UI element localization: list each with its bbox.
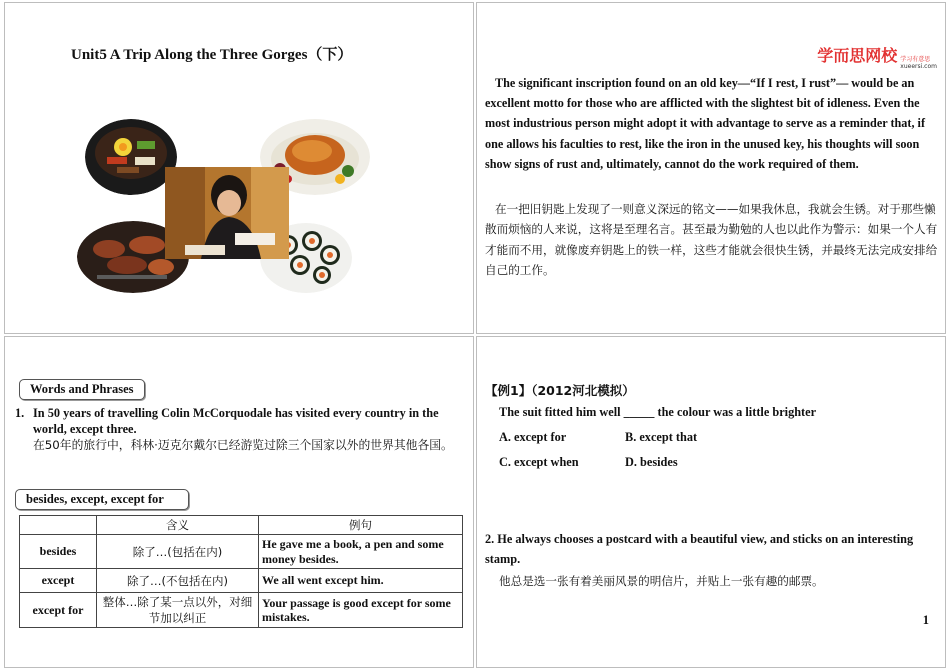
example-item-1: 1. In 50 years of travelling Colin McCorquodale has visited every country in the world, except three. 在50年的旅行中，科林·迈克尔戴尔已经游览过除三个国家以外的世界其他各国。 bbox=[15, 405, 460, 454]
table-header: 含义 bbox=[97, 516, 259, 535]
exercise-panel bbox=[476, 336, 946, 668]
table-header-row bbox=[20, 516, 463, 535]
table-cell-example: He gave me a book, a pen and some money besides. bbox=[259, 535, 463, 569]
brand-logo bbox=[817, 43, 937, 70]
example-1-english: In 50 years of travelling Colin McCorquodale has visited every country in the world, except three. bbox=[33, 406, 439, 436]
question-2-chinese: 他总是选一张有着美丽风景的明信片，并贴上一张有趣的邮票。 bbox=[499, 574, 824, 588]
vocabulary-panel bbox=[4, 336, 474, 668]
option-d: D. besides bbox=[625, 455, 678, 469]
table-cell-meaning: 除了…(不包括在内) bbox=[97, 569, 259, 593]
table-row bbox=[20, 535, 463, 569]
photo-person-eating bbox=[165, 167, 289, 259]
page-number: 1 bbox=[922, 613, 929, 627]
question-2-english: 2. He always chooses a postcard with a beautiful view, and sticks on an interesting stamp. bbox=[485, 532, 914, 566]
table-cell-example: Your passage is good except for some mistakes. bbox=[259, 593, 463, 628]
table-row bbox=[20, 569, 463, 593]
table-row bbox=[20, 593, 463, 628]
example-1-chinese: 在50年的旅行中，科林·迈克尔戴尔已经游览过除三个国家以外的世界其他各国。 bbox=[33, 438, 453, 452]
logo-text: 学而思网校 bbox=[817, 46, 898, 65]
english-paragraph: The significant inscription found on an old key—“If I rest, I rust”— would be an excellent motto for those who are afflicted with the slightest bit of idleness. Even the most industrious person might adopt it with advantage to serve as a reminder that, if one allows his faculties to rest, like the iron in the unused key, his thoughts will soon show signs of rust and, ultimately, cannot do the work required of them. bbox=[485, 76, 925, 171]
table-cell-meaning: 除了…(包括在内) bbox=[97, 535, 259, 569]
question-1: The suit fitted him well _____ the colour was a little brighter bbox=[499, 405, 817, 419]
comparison-table bbox=[19, 515, 463, 628]
question-2 bbox=[485, 529, 925, 591]
unit-title: Unit5 A Trip Along the Three Gorges（下） bbox=[71, 47, 353, 63]
option-a: A. except for bbox=[499, 430, 567, 444]
table-cell-example: We all went except him. bbox=[259, 569, 463, 593]
table-cell-meaning: 整体…除了某一点以外，对细节加以纠正 bbox=[97, 593, 259, 628]
section-tag-words-phrases: Words and Phrases bbox=[19, 379, 145, 400]
slide-title-panel bbox=[4, 2, 474, 334]
logo-subtext: 学习有意思 xueersi.com bbox=[900, 56, 937, 70]
reading-panel bbox=[476, 2, 946, 334]
example-heading: 【例1】（2012河北模拟） bbox=[485, 383, 635, 398]
table-cell-word: besides bbox=[20, 535, 97, 569]
food-image-bibimbap bbox=[85, 119, 177, 195]
table-cell-word: except bbox=[20, 569, 97, 593]
chinese-paragraph: 在一把旧钥匙上发现了一则意义深远的铭文——如果我休息，我就会生锈。对于那些懒散而烦恼的人来说，这将是至理名言。甚至最为勤勉的人也以此作为警示：如果一个人有才能而不用，就像废弃钥匙上的铁一样，这些才能就会很快生锈，并最终无法完成安排给自己的工作。 bbox=[485, 202, 938, 278]
table-header bbox=[20, 516, 97, 535]
option-c: C. except when bbox=[499, 455, 579, 469]
option-b: B. except that bbox=[625, 430, 698, 444]
table-header: 例句 bbox=[259, 516, 463, 535]
section-tag-besides-except: besides, except, except for bbox=[15, 489, 189, 510]
table-cell-word: except for bbox=[20, 593, 97, 628]
